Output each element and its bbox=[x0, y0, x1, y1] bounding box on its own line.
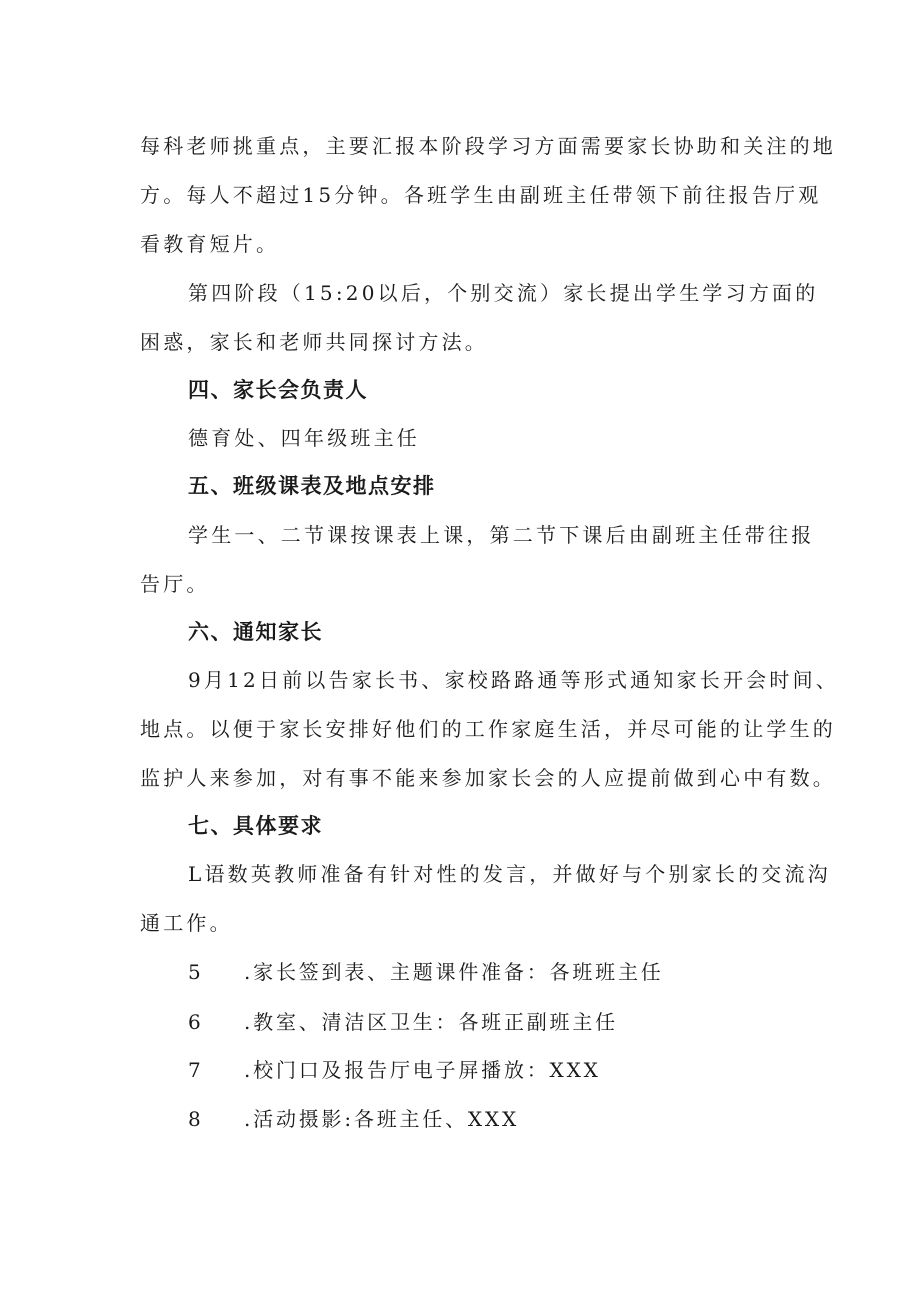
paragraph-line: 第四阶段（15:20以后，个别交流）家长提出学生学习方面的 bbox=[188, 281, 819, 305]
paragraph-line: 通工作。 bbox=[140, 911, 233, 935]
paragraph-line: 监护人来参加，对有事不能来参加家长会的人应提前做到心中有数。 bbox=[140, 766, 836, 790]
list-item-text: .活动摄影:各班主任、XXX bbox=[244, 1107, 520, 1131]
paragraph-line: 困惑，家长和老师共同探讨方法。 bbox=[140, 330, 488, 354]
paragraph-line: 看教育短片。 bbox=[140, 232, 280, 256]
section-heading-6: 六、通知家长 bbox=[188, 620, 323, 644]
list-item-text: .家长签到表、主题课件准备：各班班主任 bbox=[244, 960, 664, 984]
paragraph-line: 地点。以便于家长安排好他们的工作家庭生活，并尽可能的让学生的 bbox=[140, 717, 836, 741]
paragraph-line: 每科老师挑重点，主要汇报本阶段学习方面需要家长协助和关注的地 bbox=[140, 134, 836, 158]
list-item bbox=[188, 958, 664, 986]
list-item-number: 7 bbox=[188, 1058, 204, 1082]
section-heading-4: 四、家长会负责人 bbox=[188, 378, 368, 402]
paragraph-line: 德育处、四年级班主任 bbox=[188, 426, 420, 450]
paragraph-line: 告厅。 bbox=[140, 572, 210, 596]
section-heading-7: 七、具体要求 bbox=[188, 814, 323, 838]
list-item-number: 6 bbox=[188, 1010, 204, 1034]
section-heading-5: 五、班级课表及地点安排 bbox=[188, 474, 436, 498]
list-item-number: 8 bbox=[188, 1107, 204, 1131]
list-item bbox=[188, 1056, 601, 1084]
paragraph-line: L语数英教师准备有针对性的发言，并做好与个别家长的交流沟 bbox=[188, 862, 831, 886]
list-item-text: .教室、清洁区卫生：各班正副班主任 bbox=[244, 1010, 618, 1034]
list-item bbox=[188, 1008, 618, 1036]
paragraph-line: 9月12日前以告家长书、家校路路通等形式通知家长开会时间、 bbox=[188, 668, 839, 692]
list-item bbox=[188, 1105, 519, 1133]
paragraph-line: 学生一、二节课按课表上课，第二节下课后由副班主任带往报 bbox=[188, 523, 815, 547]
paragraph-line: 方。每人不超过15分钟。各班学生由副班主任带领下前往报告厅观 bbox=[140, 183, 822, 207]
list-item-text: .校门口及报告厅电子屏播放：XXX bbox=[244, 1058, 601, 1082]
list-item-number: 5 bbox=[188, 960, 204, 984]
